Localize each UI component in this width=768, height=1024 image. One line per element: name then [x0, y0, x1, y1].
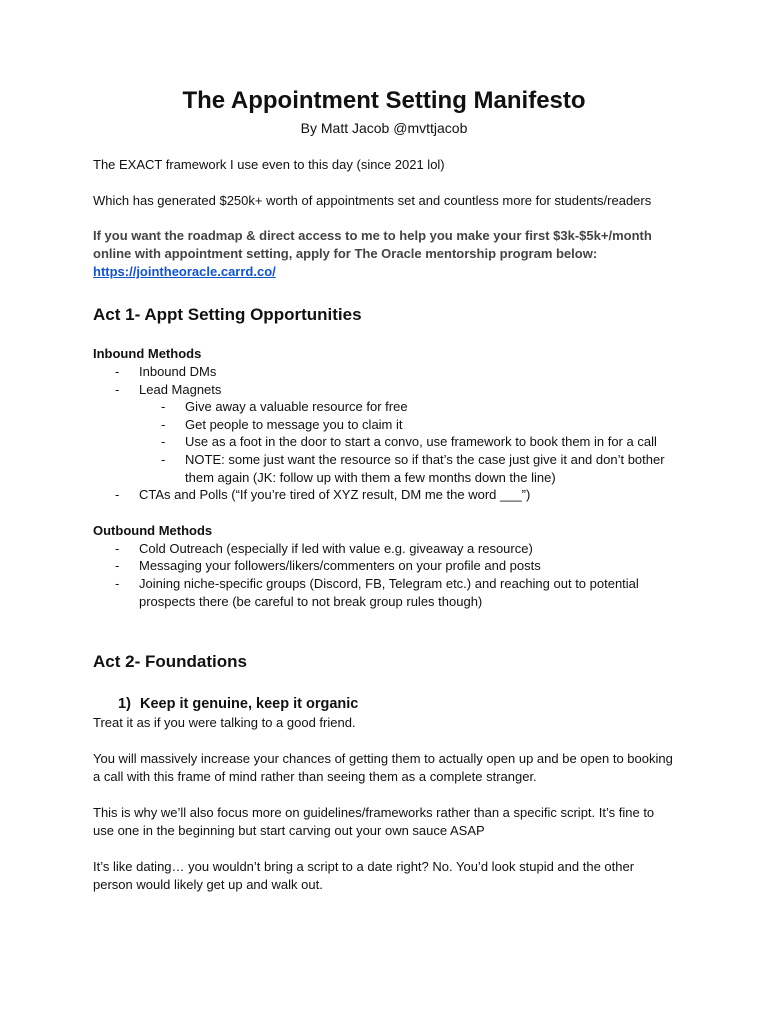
list-item: - CTAs and Polls (“If you’re tired of XYZ result, DM me the word ___”) — [93, 486, 675, 504]
foundation-paragraph-4: It’s like dating… you wouldn’t bring a script to a date right? No. You’d look stupid and the other person would likely get up and walk out. — [93, 859, 635, 893]
list-item: - Give away a valuable resource for free — [139, 398, 675, 416]
cta-paragraph: If you want the roadmap & direct access to me to help you make your first $3k-$5k+/month online with appointment setting, apply for The Oracle mentorship program below: — [93, 228, 652, 261]
inbound-methods-heading: Inbound Methods — [93, 346, 202, 361]
mentorship-link[interactable]: https://jointheoracle.carrd.co/ — [93, 264, 276, 279]
list-item: - Joining niche-specific groups (Discord, FB, Telegram etc.) and reaching out to potential prospects there (be careful to not break group rules though) — [93, 575, 675, 610]
document-title: The Appointment Setting Manifesto — [182, 87, 586, 114]
list-item: - Messaging your followers/likers/commenters on your profile and posts — [93, 557, 675, 575]
list-item: - Cold Outreach (especially if led with value e.g. giveaway a resource) — [93, 540, 675, 558]
list-item: - Use as a foot in the door to start a convo, use framework to book them in for a call — [139, 433, 675, 451]
outbound-methods-heading: Outbound Methods — [93, 522, 213, 538]
point-1-heading — [93, 694, 675, 714]
act1-heading: Act 1- Appt Setting Opportunities — [93, 305, 362, 324]
foundation-paragraph-3: This is why we’ll also focus more on guidelines/frameworks rather than a specific script. It’s fine to use one in the beginning but start carving out your own sauce ASAP — [93, 805, 655, 839]
inbound-methods-list — [93, 363, 675, 504]
act2-heading: Act 2- Foundations — [93, 652, 247, 672]
list-item: - Get people to message you to claim it — [139, 416, 675, 434]
list-item-label: Lead Magnets — [139, 381, 222, 397]
point-title: Keep it genuine, keep it organic — [140, 696, 359, 713]
list-item: - Inbound DMs — [93, 363, 675, 381]
list-item: - NOTE: some just want the resource so if that’s the case just give it and don’t bother them again (JK: follow up with them a few months down the line) — [139, 451, 675, 486]
foundation-paragraph-1: Treat it as if you were talking to a good friend. — [93, 715, 356, 731]
outbound-methods-list — [93, 540, 675, 610]
byline: By Matt Jacob @mvttjacob — [300, 120, 468, 136]
intro-paragraph-1: The EXACT framework I use even to this day (since 2021 lol) — [93, 157, 445, 172]
point-number: 1) — [118, 696, 131, 713]
foundation-paragraph-2: You will massively increase your chances of getting them to actually open up and be open to booking a call with this frame of mind rather than seeing them as a complete stranger. — [93, 751, 673, 785]
list-item — [93, 381, 675, 487]
lead-magnets-sublist — [139, 398, 675, 486]
intro-paragraph-2: Which has generated $250k+ worth of appointments set and countless more for students/readers — [93, 193, 652, 208]
